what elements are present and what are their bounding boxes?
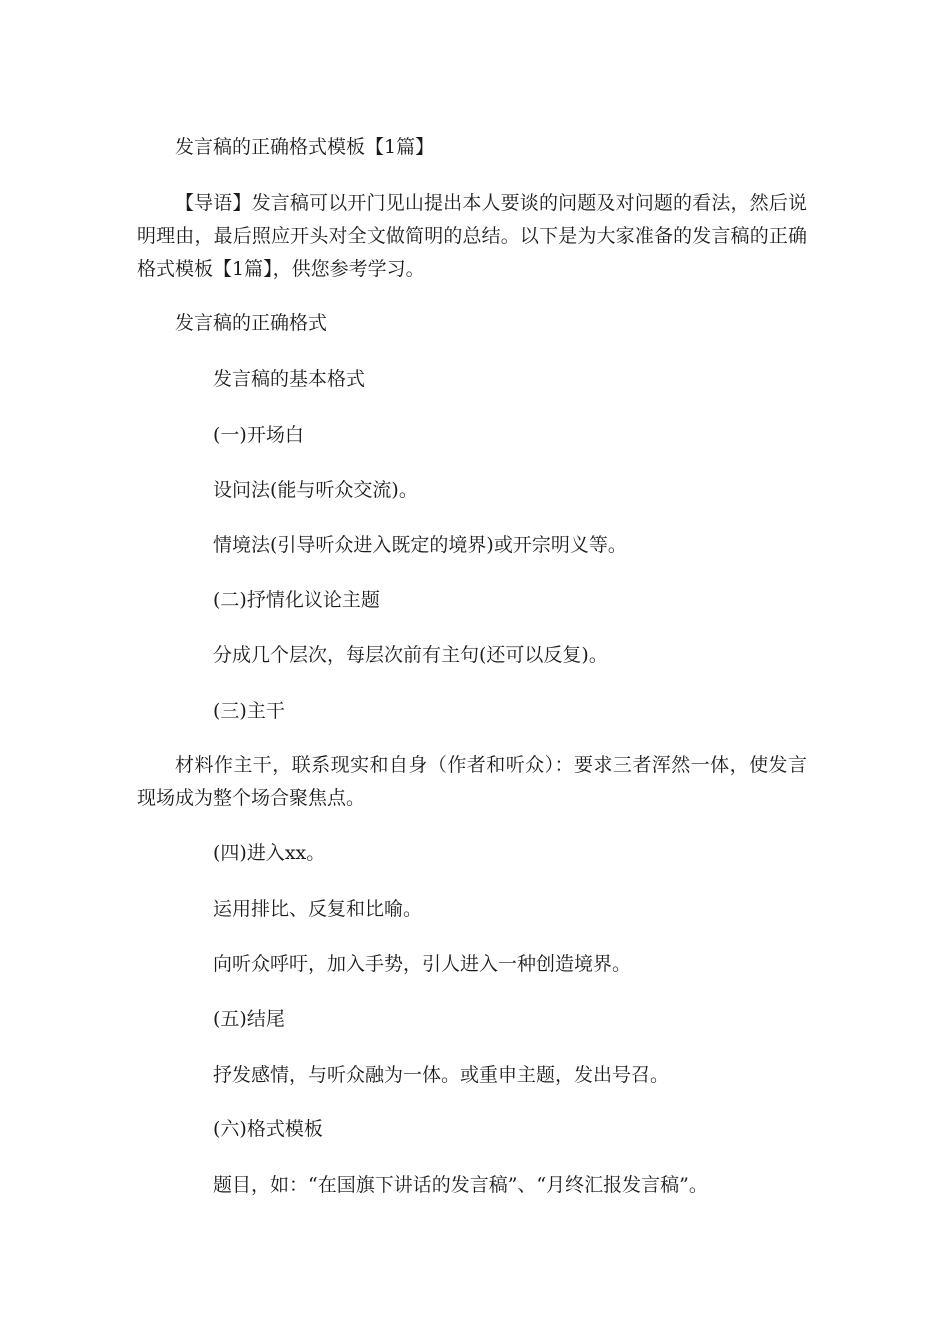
- ending-item: 抒发感情，与听众融为一体。或重申主题，发出号召。: [213, 1064, 670, 1086]
- opening-item: 情境法(引导听众进入既定的境界)或开宗明义等。: [213, 534, 627, 556]
- enter-heading: (四)进入xx。: [213, 842, 326, 864]
- section-heading: 发言稿的正确格式: [175, 312, 328, 334]
- enter-item: 向听众呼吁，加入手势，引人进入一种创造境界。: [213, 953, 632, 975]
- template-heading: (六)格式模板: [213, 1118, 323, 1140]
- intro-paragraph: 【导语】发言稿可以开门见山提出本人要谈的问题及对问题的看法，然后说明理由，最后照应开头对全文做简明的总结。以下是为大家准备的发言稿的正确格式模板【1篇】，供您参考学习。: [137, 192, 807, 280]
- trunk-heading: (三)主干: [213, 700, 285, 722]
- ending-heading: (五)结尾: [213, 1008, 285, 1030]
- enter-item: 运用排比、反复和比喻。: [213, 898, 423, 920]
- basic-format-heading: 发言稿的基本格式: [213, 368, 366, 390]
- opening-item: 设问法(能与听众交流)。: [213, 479, 418, 501]
- document-title: 发言稿的正确格式模板【1篇】: [175, 136, 435, 158]
- template-item: 题目，如：“在国旗下讲话的发言稿”、“月终汇报发言稿”。: [213, 1174, 708, 1196]
- lyric-heading: (二)抒情化议论主题: [213, 589, 380, 611]
- trunk-paragraph: 材料作主干，联系现实和自身（作者和听众）：要求三者浑然一体，使发言现场成为整个场合聚焦点。: [137, 754, 807, 809]
- opening-heading: (一)开场白: [213, 424, 304, 446]
- lyric-item: 分成几个层次，每层次前有主句(还可以反复)。: [213, 644, 608, 666]
